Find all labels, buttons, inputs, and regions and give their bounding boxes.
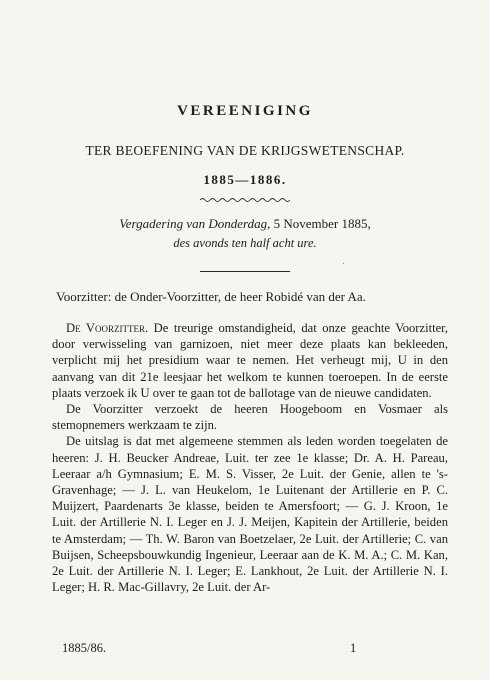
speck-mark: · [342,259,346,270]
paragraph-1-text: De treurige omstandigheid, dat onze geachte Voorzitter, door verwisseling van garnizoen, niet meer deze plaats kan bekleeden, verplicht mij het presidium waar te nemen. Het verheugt mij, U in den aanvang van dit 21e leesjaar het welkom te kunnen toeroepen. In de eerste plaats verzoek ik U over te gaan tot de ballotage van de nieuwe candidaten. [52,321,449,400]
page-number: 1 [350,641,357,655]
body-text [52,320,448,595]
chair-line: Voorzitter: de Onder-Voorzitter, de heer Robidé van der Aa. [56,289,366,304]
wavy-divider [200,197,290,203]
speaker-label: De Voorzitter. [66,321,149,335]
page-title: VEREENIGING [177,103,313,119]
meeting-time: des avonds ten half acht ure. [173,236,317,250]
meeting-line [0,216,490,232]
meeting-date: 5 November 1885, [273,216,371,231]
section-rule [200,271,290,272]
paragraph-3: De uitslag is dat met algemeene stemmen als leden worden toegelaten de heeren: J. H. Beucker Andreae, Luit. ter zee 1e klasse; Dr. A. H. Pareau, Leeraar a/h Gymnasium; E. M. S. Visser, 2e Luit. der Genie, allen te 's-Gravenhage; — J. L. van Heukelom, 1e Luitenant der Artillerie en P. C. Muijzert, Paardenarts 3e klasse, beiden te Amersfoort; — G. J. Kroon, 1e Luit. der Artillerie N. I. Leger en J. J. Meijen, Kapitein der Artillerie, beiden te Amsterdam; — Th. W. Baron van Boetzelaer, 2e Luit. der Artillerie; C. van Buijsen, Scheepsbouwkundig Ingenieur, Leeraar aan de K. M. A.; C. M. Kan, 2e Luit. der Artillerie N. I. Leger; E. Lankhout, 2e Luit. der Artillerie N. I. Leger; H. R. Mac-Gillavry, 2e Luit. der Ar- [52,434,448,595]
footer-volume: 1885/86. [62,641,107,655]
page-subtitle: TER BEOEFENING VAN DE KRIJGSWETENSCHAP. [85,143,405,158]
session-year: 1885—1886. [203,172,287,187]
paragraph-1 [52,320,448,401]
meeting-prefix: Vergadering van Donderdag, [119,216,271,231]
paragraph-2: De Voorzitter verzoekt de heeren Hoogeboom en Vosmaer als stemopnemers werkzaam te zijn. [52,402,448,433]
